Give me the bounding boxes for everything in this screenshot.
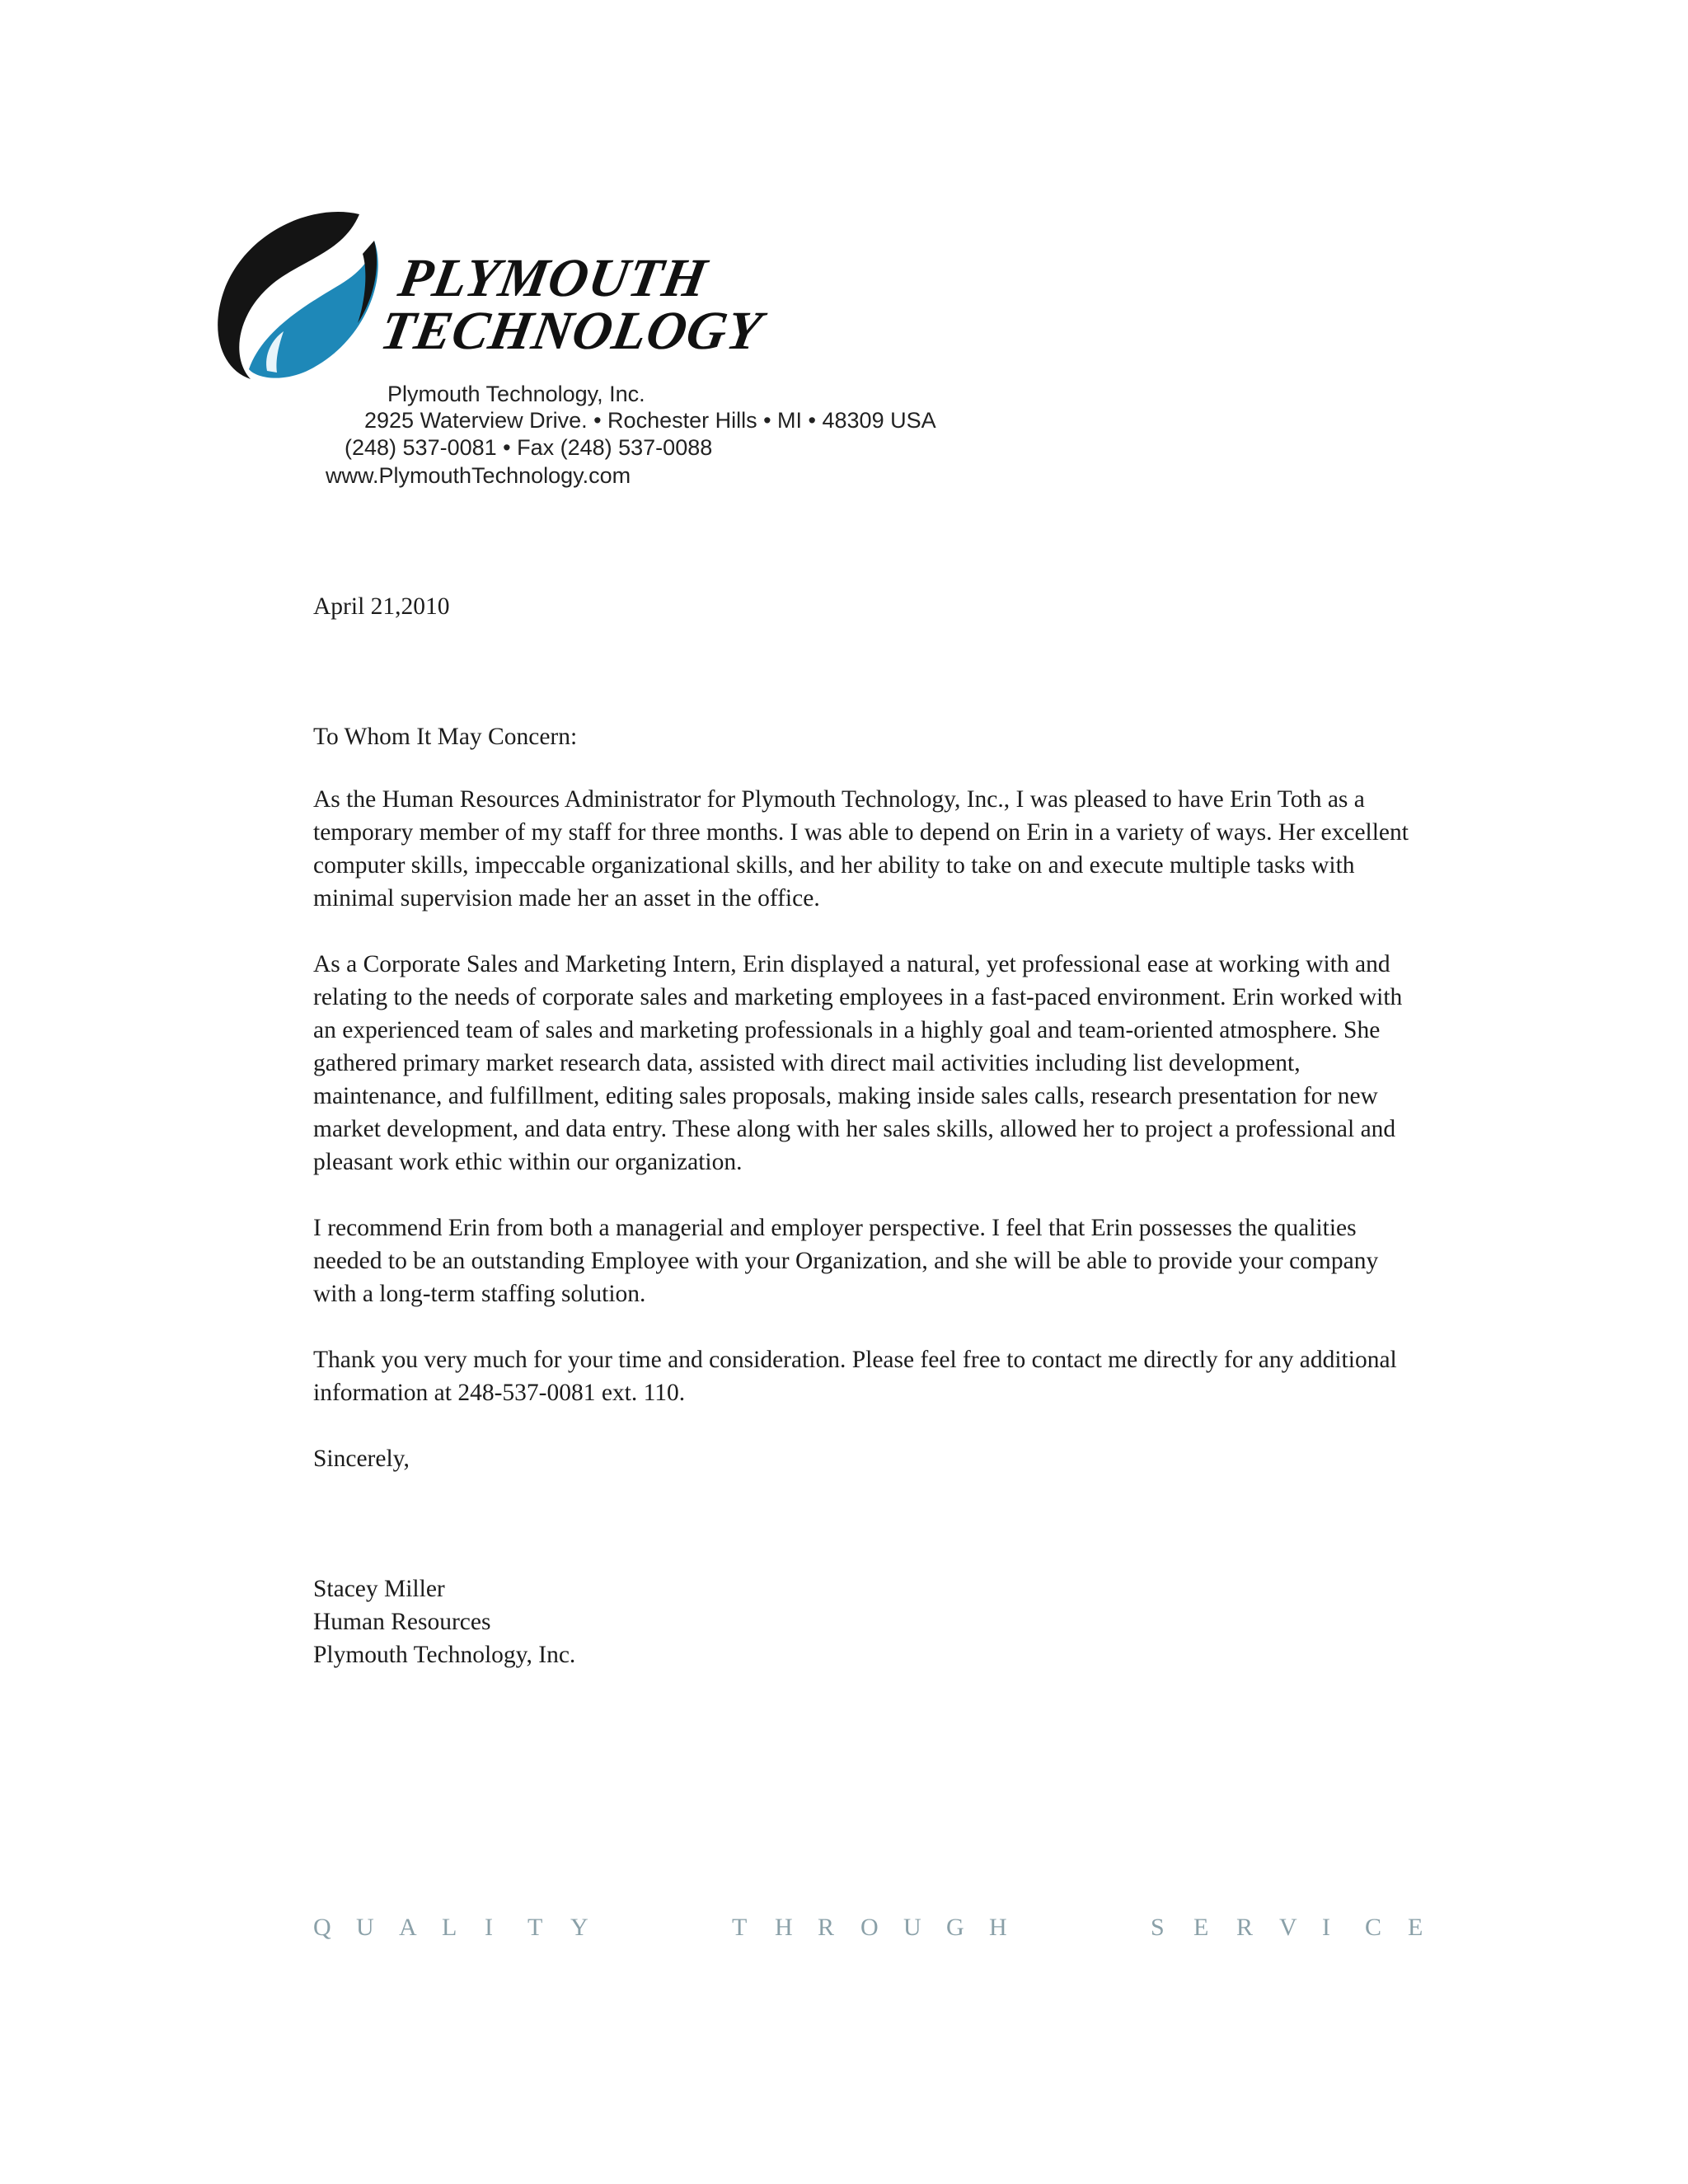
signer-name: Stacey Miller (313, 1576, 445, 1602)
motto-letter: I (485, 1914, 493, 1941)
footer-motto (313, 1914, 1451, 1942)
motto-letter: H (775, 1914, 793, 1941)
motto-letter: Y (570, 1914, 588, 1941)
motto-letter: I (1322, 1914, 1330, 1941)
motto-word-1 (313, 1914, 613, 1942)
letter-paragraph-3: I recommend Erin from both a managerial and employer perspective. I feel that Erin possesses the qualities needed to be an outstanding Employee with your Organization, and she will be able to provide your company with a long-term staffing solution. (313, 1215, 1379, 1307)
letter-date: April 21,2010 (313, 593, 450, 620)
signer-department: Human Resources (313, 1609, 491, 1635)
motto-word-3 (1151, 1914, 1451, 1942)
motto-letter: T (528, 1914, 543, 1941)
motto-letter: U (356, 1914, 374, 1941)
signer-company: Plymouth Technology, Inc. (313, 1642, 576, 1668)
letter-paragraph-4: Thank you very much for your time and consideration. Please feel free to contact me directly for any additional information at 248-537-0081 ext. 110. (313, 1347, 1397, 1406)
motto-letter: R (1236, 1914, 1254, 1941)
logo-wordmark-line-2: TECHNOLOGY (376, 301, 767, 361)
motto-letter: U (903, 1914, 921, 1941)
letterhead-website: www.PlymouthTechnology.com (326, 463, 631, 488)
letter-paragraph-2: As a Corporate Sales and Marketing Intern, Erin displayed a natural, yet professional ease at working with and relating to the needs of corporate sales and marketing employees in a fast-paced environment. Erin worked with an experienced team of sales and marketing professionals in a highly goal and team-oriented atmosphere. She gathered primary market research data, assisted with direct mail activities including list development, maintenance, and fulfillment, editing sales proposals, making inside sales calls, research presentation for new market development, and data entry. These along with her sales skills, allowed her to project a professional and pleasant work ethic within our organization. (313, 951, 1403, 1175)
motto-letter: R (818, 1914, 835, 1941)
letter-paragraph-1: As the Human Resources Administrator for Plymouth Technology, Inc., I was pleased to have Erin Toth as a temporary member of my staff for three months. I was able to depend on Erin in a variety of ways. Her excellent computer skills, impeccable organizational skills, and her ability to take on and execute multiple tasks with minimal supervision made her an asset in the office. (313, 786, 1409, 912)
letterhead-phone-fax: (248) 537-0081 • Fax (248) 537-0088 (345, 435, 713, 460)
motto-letter: G (946, 1914, 964, 1941)
motto-letter: O (860, 1914, 879, 1941)
letter-salutation: To Whom It May Concern: (313, 724, 578, 750)
motto-word-2 (732, 1914, 1032, 1942)
motto-letter: L (442, 1914, 457, 1941)
motto-letter: H (989, 1914, 1007, 1941)
motto-letter: A (399, 1914, 417, 1941)
motto-letter: E (1408, 1914, 1423, 1941)
motto-letter: S (1151, 1914, 1165, 1941)
motto-letter: E (1193, 1914, 1209, 1941)
motto-letter: Q (313, 1914, 331, 1941)
letterhead-street-address: 2925 Waterview Drive. • Rochester Hills • MI • 48309 USA (364, 408, 936, 433)
motto-letter: C (1365, 1914, 1382, 1941)
motto-letter: V (1279, 1914, 1297, 1941)
letterhead-company-name: Plymouth Technology, Inc. (387, 382, 645, 406)
motto-letter: T (732, 1914, 748, 1941)
logo-wordmark-line-1: PLYMOUTH (394, 248, 712, 308)
company-logo-icon (213, 208, 387, 382)
letter-body (313, 590, 1426, 1671)
letter-closing: Sincerely, (313, 1446, 410, 1472)
